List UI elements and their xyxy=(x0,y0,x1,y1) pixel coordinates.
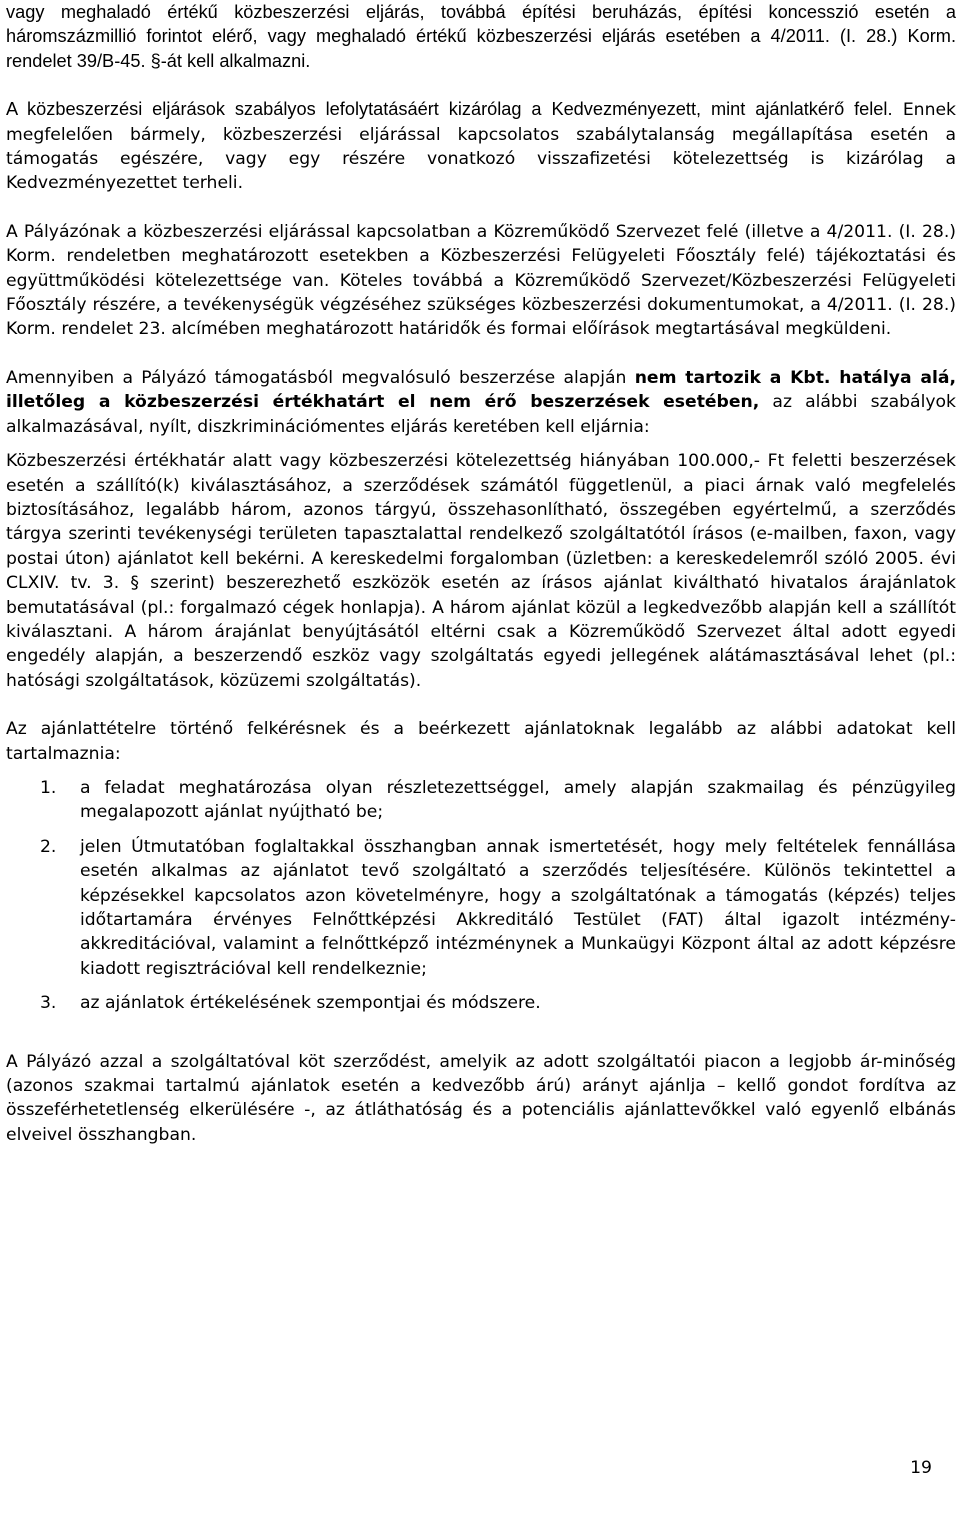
responsibility-sentence: A közbeszerzési eljárások szabályos lefolytatásáért kizárólag a Kedvezményezett, mint ajánlatkérő felel. xyxy=(6,99,893,120)
list-item xyxy=(6,991,956,1015)
below-threshold-intro: Amennyiben a Pályázó támogatásból megvalósuló beszerzése alapján xyxy=(6,367,635,388)
list-number: 1. xyxy=(40,777,57,798)
list-text: a feladat meghatározása olyan részletezettséggel, amely alapján szakmailag és pénzügyileg megalapozott ajánlat nyújtható be; xyxy=(80,777,956,823)
paragraph-three-quotes-rule: Közbeszerzési értékhatár alatt vagy közbeszerzési kötelezettség hiányában 100.000,- Ft feletti beszerzések esetén a szállító(k) kiválasztásához, a szerződések számától függetlenül, a piaci árnak való megfelelés biztosításához, legalább három, azonos tárgyú, összehasonlítható, összegében egyértelmű, a szerződés tárgya szerinti tevékenységi területen tapasztalattal rendelkező szolgáltatótól írásos (e-mailben, faxon, vagy postai úton) ajánlatot kell bekérni. A kereskedelmi forgalomban (üzletben: a kereskedelemről szóló 2005. évi CLXIV. tv. 3. § szerint) beszerezhető eszközök esetén az írásos ajánlat kiváltható hivatalos árajánlatok bemutatásával (pl.: forgalmazó cégek honlapja). A három ajánlat közül a legkedvezőbb alapján kell a szállítót kiválasztani. A három árajánlat benyújtásától eltérni csak a Közreműködő Szervezet által adott egyedi engedély alapján, a beszerzendő eszköz vagy szolgáltatás egyedi jellegének alátámasztásával lehet (pl.: hatósági szolgáltatások, közüzemi szolgáltatás). xyxy=(6,451,956,691)
page-number: 19 xyxy=(910,1458,932,1478)
paragraph-procurement-threshold: vagy meghaladó értékű közbeszerzési eljárás, továbbá építési beruházás, építési koncesszió esetén a háromszázmillió forintot elérő, vagy meghaladó értékű közbeszerzési eljárás esetében a 4/2011. (I. 28.) Korm. rendelet 39/B-45. §-át kell alkalmazni. xyxy=(6,2,956,71)
list-item xyxy=(6,835,956,981)
list-number: 2. xyxy=(40,836,57,857)
paragraph-below-threshold xyxy=(6,366,956,439)
paragraph-cooperation: A Pályázónak a közbeszerzési eljárással kapcsolatban a Közreműködő Szervezet felé (illetve a 4/2011. (I. 28.) Korm. rendeletben meghatározott esetekben a Közbeszerzési Felügyeleti Főosztály felé) tájékoztatási és együttműködési kötelezettsége van. Köteles továbbá a Közreműködő Szervezet/Közbeszerzési Felügyeleti Főosztály részére, a tevékenységük végzéséhez szükséges közbeszerzési dokumentumokat, a 4/2011. (I. 28.) Korm. rendelet 23. alcímében meghatározott határidők és formai előírások megtartásával megküldeni. xyxy=(6,221,956,340)
document-page xyxy=(6,0,956,1147)
list-text: az ajánlatok értékelésének szempontjai és módszere. xyxy=(80,993,541,1014)
list-number: 3. xyxy=(40,993,57,1014)
consequence-sentence: Ennek megfelelően bármely, közbeszerzési eljárással kapcsolatos szabálytalanság megállapítása esetén a támogatás egészére, vagy egy részére vonatkozó visszafizetési kötelezettség is kizárólag a Kedvezményezettet terheli. xyxy=(6,100,956,194)
requirements-list xyxy=(6,776,956,1016)
below-threshold-bold: nem tartozik a Kbt. hatálya alá, illetőleg a közbeszerzési értékhatárt el nem érő beszerzések esetében, xyxy=(6,367,956,413)
paragraph-responsibility xyxy=(6,97,956,196)
below-threshold-rest: az alábbi szabályok alkalmazásával, nyílt, diszkriminációmentes eljárás keretében kell eljárnia: xyxy=(6,392,956,437)
paragraph-contract-selection: A Pályázó azzal a szolgáltatóval köt szerződést, amelyik az adott szolgáltatói piacon a legjobb ár-minőség (azonos szakmai tartalmú ajánlatok esetén a kedvezőbb árú) arányt ajánlja – kellő gondot fordítva az összeférhetetlenség elkerülésére -, az átláthatóság és a potenciális ajánlattevőkkel való egyenlő elbánás elveivel összhangban. xyxy=(6,1051,956,1145)
list-text: jelen Útmutatóban foglaltakkal összhangban annak ismertetését, hogy mely feltételek fennállása esetén alkalmas az ajánlatot tevő szolgáltató a szerződés teljesítésére. Különös tekintettel a képzésekkel kapcsolatos azon követelményre, hogy a szolgáltatónak a támogatás (képzés) teljes időtartamára érvényes Felnőttképzési Akkreditáló Testület (FAT) által igazolt intézmény-akkreditációval, valamint a felnőttképző intézménynek a Munkaügyi Központ által az adott képzésre kiadott regisztrációval kell rendelkeznie; xyxy=(80,836,956,979)
paragraph-offer-requirements: Az ajánlattételre történő felkérésnek és a beérkezett ajánlatoknak legalább az alábbi adatokat kell tartalmaznia: xyxy=(6,719,956,764)
list-item xyxy=(6,776,956,825)
